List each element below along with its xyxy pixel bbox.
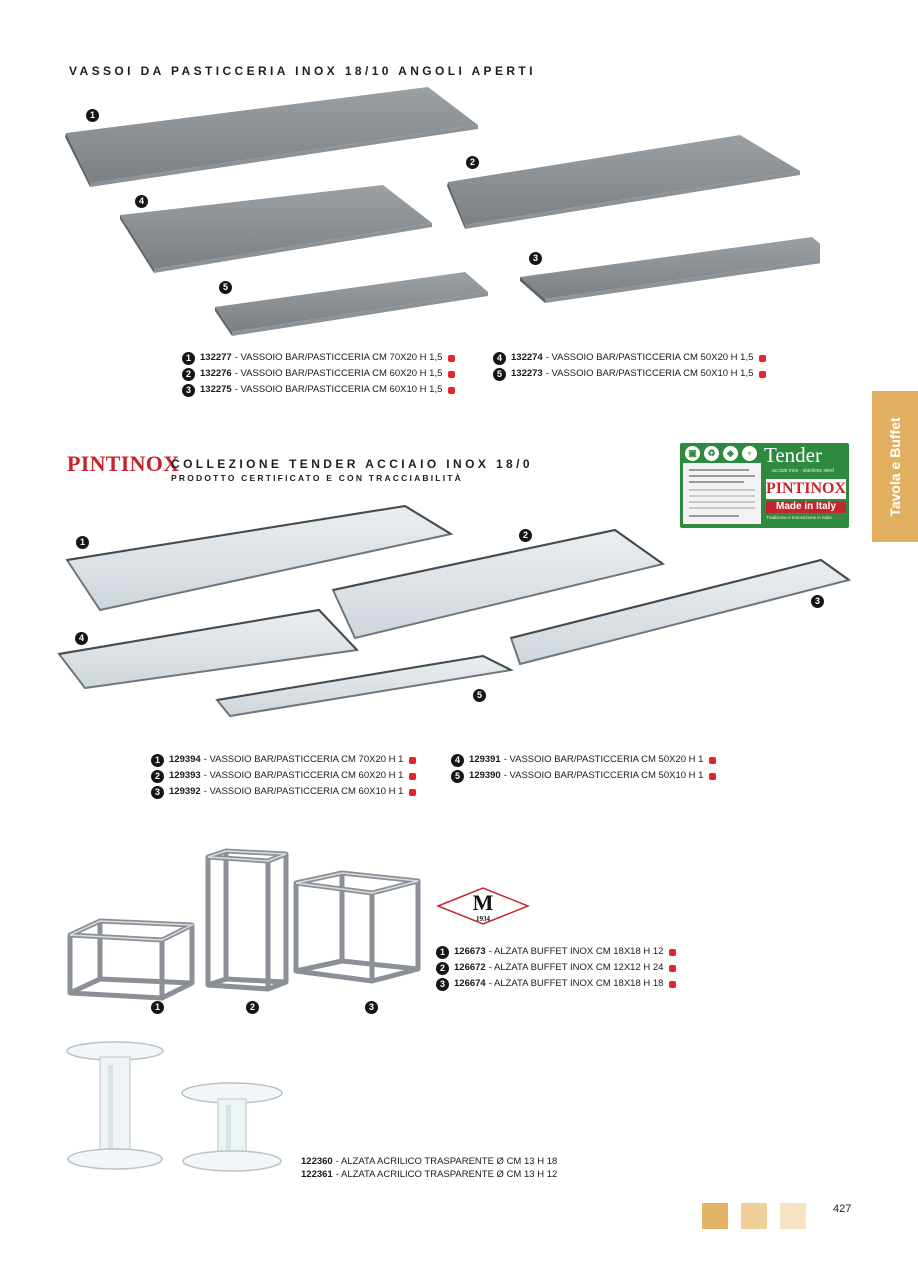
- item-number: 3: [182, 384, 195, 397]
- m-1934-brand-logo: [436, 886, 530, 926]
- riser-label-3: 3: [365, 1001, 378, 1014]
- item-code: 126672: [454, 962, 486, 973]
- item-code: 129392: [169, 786, 201, 797]
- list-item: [451, 768, 716, 784]
- item-code: 132273: [511, 368, 543, 379]
- page-number: 427: [833, 1203, 852, 1215]
- item-desc: - VASSOIO BAR/PASTICCERIA CM 70X20 H 1,5: [234, 352, 443, 363]
- tray-illustration-group-2: [55, 500, 855, 720]
- section1-title: VASSOI DA PASTICCERIA INOX 18/10 ANGOLI APERTI: [69, 64, 536, 78]
- section2-title: COLLEZIONE TENDER ACCIAIO INOX 18/0: [171, 457, 533, 471]
- acrylic-stand-122361: [182, 1083, 282, 1171]
- item-desc: - VASSOIO BAR/PASTICCERIA CM 60X20 H 1,5: [234, 368, 443, 379]
- item-desc: - VASSOIO BAR/PASTICCERIA CM 50X20 H 1: [503, 754, 704, 765]
- list-item: [493, 366, 766, 382]
- item-code: 129394: [169, 754, 201, 765]
- dishwasher-icon: ◈: [723, 446, 738, 461]
- item-code: 129390: [469, 770, 501, 781]
- certified-icon: ▣: [685, 446, 700, 461]
- item-desc: - ALZATA ACRILICO TRASPARENTE Ø CM 13 H 18: [335, 1156, 558, 1167]
- list-item: [151, 784, 416, 800]
- riser-label-2: 2: [246, 1001, 259, 1014]
- food-safe-icon: ♆: [742, 446, 757, 461]
- tray-label-1: 1: [86, 109, 99, 122]
- section2-subtitle: PRODOTTO CERTIFICATO E CON TRACCIABILITÀ: [171, 473, 463, 483]
- item-code: 132275: [200, 384, 232, 395]
- tray-label-4: 4: [135, 195, 148, 208]
- side-tab-label: Tavola e Buffet: [887, 416, 903, 517]
- availability-dot: [448, 371, 455, 378]
- item-code: 129391: [469, 754, 501, 765]
- section2-list-right: [451, 752, 716, 784]
- section1-list-right: [493, 350, 766, 382]
- buffet-riser-illustration: [60, 845, 430, 1005]
- item-number: 4: [493, 352, 506, 365]
- item-desc: - VASSOIO BAR/PASTICCERIA CM 70X20 H 1: [203, 754, 404, 765]
- acrylic-stand-122360: [67, 1042, 163, 1169]
- tray-label-3: 3: [529, 252, 542, 265]
- availability-dot: [448, 355, 455, 362]
- riser-label-1: 1: [151, 1001, 164, 1014]
- certificate-made-in: Made in Italy: [766, 501, 846, 513]
- m-logo-letter: M: [472, 890, 494, 915]
- availability-dot: [448, 387, 455, 394]
- certificate-made-sub: Tradizione e Innovazione in Italia: [766, 515, 832, 520]
- tray-132275: [520, 237, 820, 303]
- item-number: 2: [182, 368, 195, 381]
- tray-label-5: 5: [473, 689, 486, 702]
- item-desc: - ALZATA BUFFET INOX CM 18X18 H 18: [488, 978, 664, 989]
- tray-illustration-group-1: [60, 85, 820, 345]
- tray-label-4: 4: [75, 632, 88, 645]
- availability-dot: [759, 371, 766, 378]
- item-number: 5: [493, 368, 506, 381]
- tray-132273: [215, 272, 488, 336]
- item-number: 1: [436, 946, 449, 959]
- availability-dot: [669, 965, 676, 972]
- list-item: [436, 944, 676, 960]
- item-desc: - ALZATA BUFFET INOX CM 18X18 H 12: [488, 946, 664, 957]
- list-item: [301, 1168, 557, 1181]
- tray-label-2: 2: [466, 156, 479, 169]
- item-desc: - ALZATA BUFFET INOX CM 12X12 H 24: [488, 962, 664, 973]
- tray-132276: [447, 135, 800, 229]
- tray-label-2: 2: [519, 529, 532, 542]
- item-code: 122360: [301, 1156, 333, 1167]
- item-desc: - VASSOIO BAR/PASTICCERIA CM 60X10 H 1,5: [234, 384, 443, 395]
- availability-dot: [409, 757, 416, 764]
- tray-label-1: 1: [76, 536, 89, 549]
- availability-dot: [669, 949, 676, 956]
- item-number: 1: [151, 754, 164, 767]
- item-desc: - VASSOIO BAR/PASTICCERIA CM 50X20 H 1,5: [545, 352, 754, 363]
- certificate-tender-name: Tender: [764, 443, 822, 467]
- item-code: 132276: [200, 368, 232, 379]
- item-desc: - ALZATA ACRILICO TRASPARENTE Ø CM 13 H 12: [335, 1169, 558, 1180]
- list-item: [436, 960, 676, 976]
- item-desc: - VASSOIO BAR/PASTICCERIA CM 50X10 H 1,5: [545, 368, 754, 379]
- item-code: 126673: [454, 946, 486, 957]
- item-code: 126674: [454, 978, 486, 989]
- availability-dot: [709, 757, 716, 764]
- list-item: [436, 976, 676, 992]
- tray-129390: [217, 656, 511, 716]
- item-number: 2: [436, 962, 449, 975]
- side-category-tab[interactable]: [872, 391, 918, 542]
- item-code: 132274: [511, 352, 543, 363]
- pintinox-logo: PINTINOX: [67, 451, 180, 476]
- availability-dot: [709, 773, 716, 780]
- section1-list-left: [182, 350, 455, 398]
- item-number: 3: [151, 786, 164, 799]
- color-swatch-1: [702, 1203, 728, 1229]
- item-number: 3: [436, 978, 449, 991]
- item-code: 122361: [301, 1169, 333, 1180]
- tray-132274: [120, 185, 432, 273]
- certificate-brand: PINTINOX: [766, 480, 847, 497]
- color-swatch-3: [780, 1203, 806, 1229]
- riser-126674: [296, 873, 418, 981]
- riser-126673: [70, 921, 192, 998]
- item-number: 1: [182, 352, 195, 365]
- item-number: 2: [151, 770, 164, 783]
- availability-dot: [409, 789, 416, 796]
- availability-dot: [669, 981, 676, 988]
- item-number: 5: [451, 770, 464, 783]
- list-item: [151, 752, 416, 768]
- item-code: 132277: [200, 352, 232, 363]
- recycle-icon: ♻: [704, 446, 719, 461]
- list-item: [151, 768, 416, 784]
- list-item: [451, 752, 716, 768]
- list-item: [493, 350, 766, 366]
- list-item: [182, 382, 455, 398]
- tray-label-3: 3: [811, 595, 824, 608]
- tray-129391: [59, 610, 357, 688]
- list-item: [182, 366, 455, 382]
- section2-list-left: [151, 752, 416, 800]
- item-number: 4: [451, 754, 464, 767]
- item-desc: - VASSOIO BAR/PASTICCERIA CM 60X20 H 1: [203, 770, 404, 781]
- availability-dot: [409, 773, 416, 780]
- item-code: 129393: [169, 770, 201, 781]
- item-desc: - VASSOIO BAR/PASTICCERIA CM 60X10 H 1: [203, 786, 404, 797]
- certificate-tender-sub: acciaio inox - stainless steel: [772, 468, 834, 474]
- list-item: [182, 350, 455, 366]
- acrylic-stand-illustration: [60, 1035, 300, 1180]
- list-item: [301, 1155, 557, 1168]
- m-logo-year: 1934: [476, 915, 490, 923]
- section3-list: [436, 944, 676, 992]
- riser-126672: [208, 851, 286, 989]
- section4-list: [301, 1155, 557, 1181]
- item-desc: - VASSOIO BAR/PASTICCERIA CM 50X10 H 1: [503, 770, 704, 781]
- color-swatch-2: [741, 1203, 767, 1229]
- tray-132277: [65, 87, 478, 187]
- availability-dot: [759, 355, 766, 362]
- tray-label-5: 5: [219, 281, 232, 294]
